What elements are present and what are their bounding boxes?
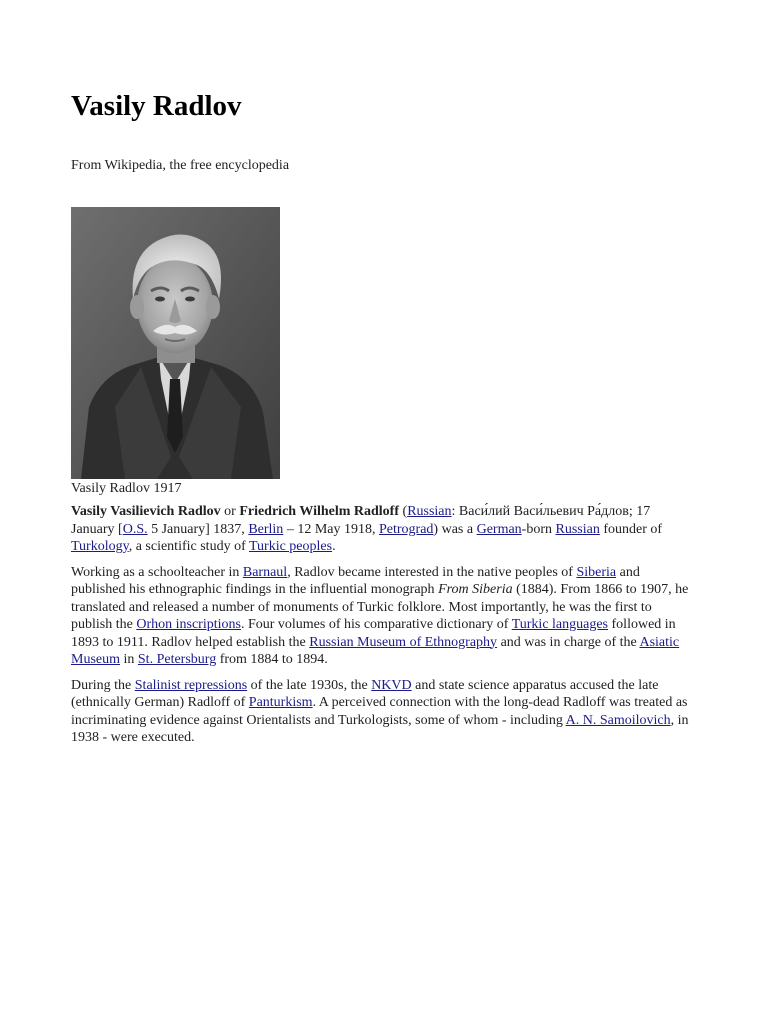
repressions-paragraph: During the Stalinist repressions of the late 1930s, the NKVD and state science apparatus accused the late (ethnically German) Radloff of Panturkism. A perceived connection with the long-dead Radloff was treated as incriminating evidence against Orientalists and Turkologists, some of whom - including A. N. Samoilovich, in 1938 - were executed. bbox=[71, 677, 689, 745]
link-nkvd[interactable]: NKVD bbox=[371, 677, 412, 693]
link-russian-museum-of-ethnography[interactable]: Russian Museum of Ethnography bbox=[309, 634, 498, 650]
link-russian-people[interactable]: Russian bbox=[555, 521, 600, 537]
page-tagline: From Wikipedia, the free encyclopedia bbox=[71, 158, 290, 173]
link-german[interactable]: German bbox=[476, 521, 522, 537]
link-petrograd[interactable]: Petrograd bbox=[378, 521, 434, 537]
subject-alt-name: Friedrich Wilhelm Radloff bbox=[239, 504, 400, 519]
article-body bbox=[71, 503, 696, 755]
link-orhon-inscriptions[interactable]: Orhon inscriptions bbox=[136, 617, 241, 632]
image-caption: Vasily Radlov 1917 bbox=[71, 481, 182, 496]
page-title: Vasily Radlov bbox=[71, 90, 242, 122]
link-turkology[interactable]: Turkology bbox=[71, 539, 129, 554]
monograph-title: From Siberia bbox=[438, 582, 513, 597]
link-asiatic-museum[interactable]: Asiatic Museum bbox=[71, 634, 680, 667]
intro-paragraph: Vasily Vasilievich Radlov or Friedrich Wilhelm Radloff (Russian: Васи́лий Васи́льевич Ра́длов; 17 January [O.S. 5 January] 1837, Berlin – 12 May 1918, Petrograd) was a German-born Russian founder of Turkology, a scientific study of Turkic peoples. bbox=[71, 504, 663, 554]
link-siberia[interactable]: Siberia bbox=[576, 564, 617, 580]
subject-name: Vasily Vasilievich Radlov bbox=[71, 504, 221, 519]
link-turkic-peoples[interactable]: Turkic peoples bbox=[248, 539, 333, 554]
link-panturkism[interactable]: Panturkism bbox=[248, 695, 313, 710]
link-samoilovich[interactable]: A. N. Samoilovich bbox=[565, 712, 671, 728]
link-barnaul[interactable]: Barnaul bbox=[242, 564, 288, 580]
career-paragraph: Working as a schoolteacher in Barnaul, Radlov became interested in the native peoples of Siberia and published his ethnographic findings in the influential monograph From Siberia (1884). From 1866 to 1907, he translated and released a number of monuments of Turkic folklore. Most importantly, he was the first to publish the Orhon inscriptions. Four volumes of his comparative dictionary of Turkic languages followed in 1893 to 1911. Radlov helped establish the Russian Museum of Ethnography and was in charge of the Asiatic Museum in St. Petersburg from 1884 to 1894. bbox=[71, 564, 689, 667]
portrait-photo-graphic bbox=[71, 207, 280, 479]
link-turkic-languages[interactable]: Turkic languages bbox=[511, 617, 609, 632]
link-st-petersburg[interactable]: St. Petersburg bbox=[137, 652, 217, 667]
link-old-style[interactable]: O.S. bbox=[122, 521, 148, 537]
link-berlin[interactable]: Berlin bbox=[248, 521, 284, 537]
link-russian-language[interactable]: Russian bbox=[407, 504, 452, 519]
portrait-image[interactable] bbox=[71, 207, 280, 479]
link-stalinist-repressions[interactable]: Stalinist repressions bbox=[134, 677, 248, 693]
